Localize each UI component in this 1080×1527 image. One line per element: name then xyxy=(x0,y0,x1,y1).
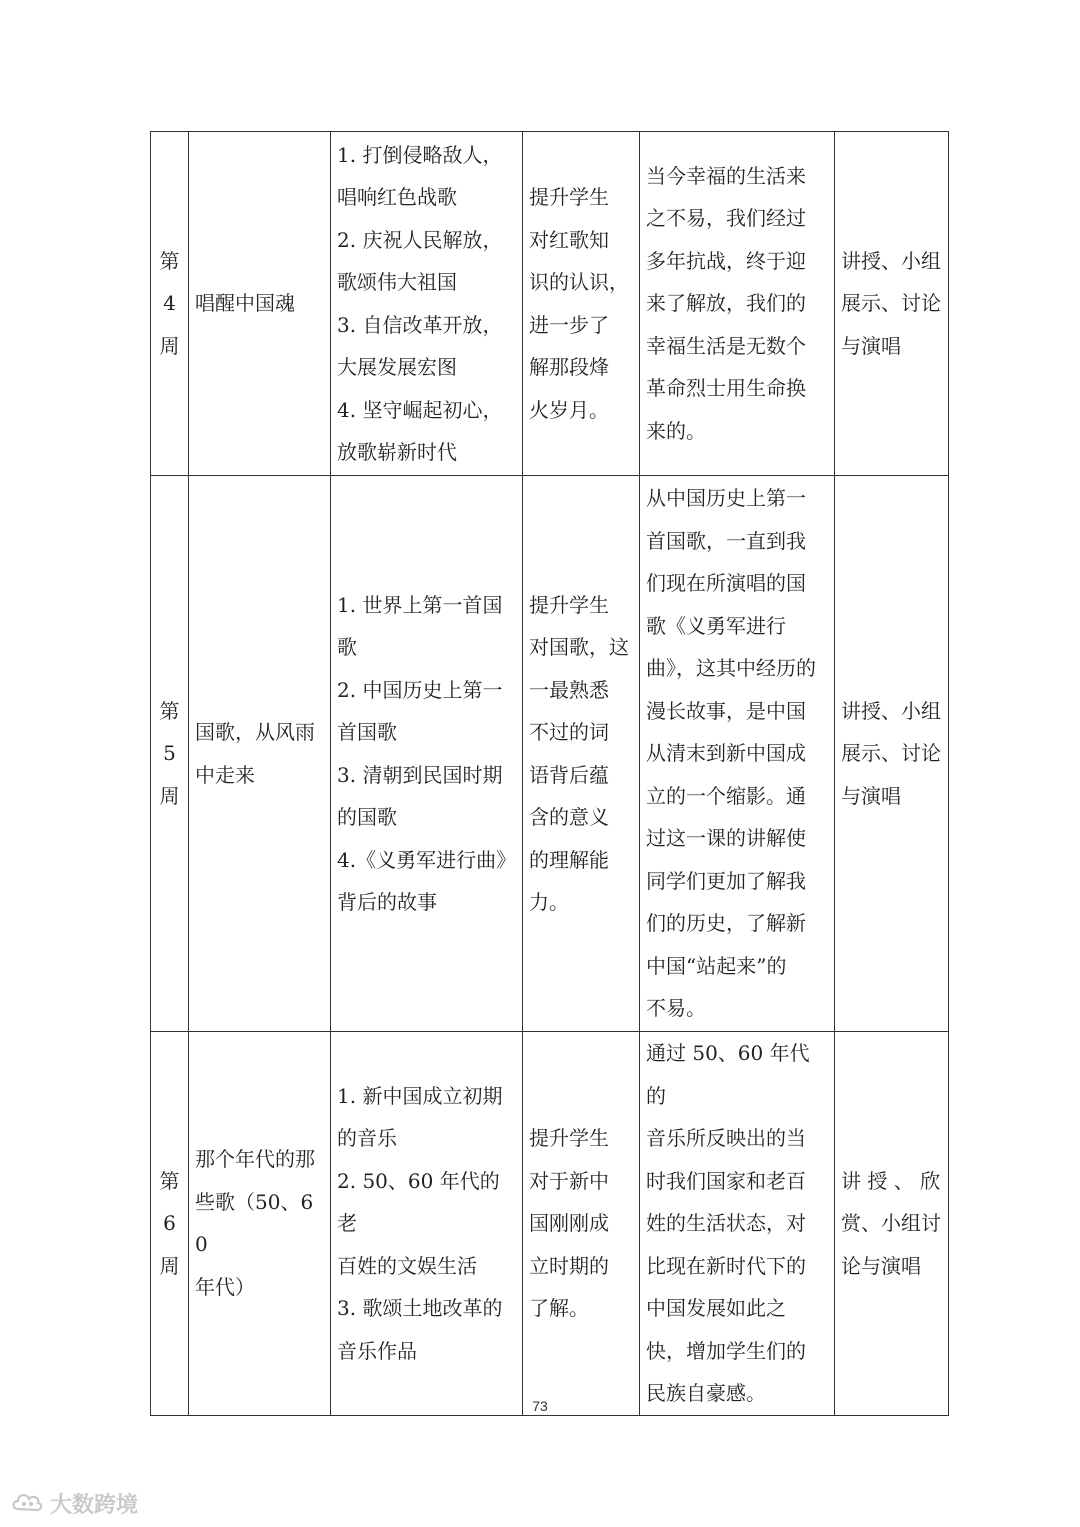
lesson-goal-cell: 提升学生 对于新中 国刚刚成 立时期的 了解。 xyxy=(523,1032,640,1416)
table-row xyxy=(151,1032,949,1416)
page-number: 73 xyxy=(532,1398,548,1414)
lesson-description-cell: 通过 50、60 年代的 音乐所反映出的当 时我们国家和老百 姓的生活状态，对 比现在新时代下的 中国发展如此之 快，增加学生们的 民族自豪感。 xyxy=(640,1032,835,1416)
table-row xyxy=(151,476,949,1032)
lesson-title-cell: 国歌，从风雨 中走来 xyxy=(189,476,331,1032)
table-row xyxy=(151,132,949,476)
lesson-description-cell: 当今幸福的生活来 之不易，我们经过 多年抗战，终于迎 来了解放，我们的 幸福生活是无数个 革命烈士用生命换 来的。 xyxy=(640,132,835,476)
week-cell: 第 6 周 xyxy=(151,1032,189,1416)
course-schedule-table xyxy=(150,131,949,1416)
cloud-logo-icon xyxy=(10,1489,44,1519)
lesson-content-cell: 1. 打倒侵略敌人， 唱响红色战歌 2. 庆祝人民解放， 歌颂伟大祖国 3. 自信改革开放， 大展发展宏图 4. 坚守崛起初心， 放歌崭新时代 xyxy=(331,132,523,476)
teaching-method-cell: 讲授、小组 展示、讨论 与演唱 xyxy=(835,476,949,1032)
teaching-method-cell: 讲授、小组 展示、讨论 与演唱 xyxy=(835,132,949,476)
lesson-title-cell: 那个年代的那 些歌（50、60 年代） xyxy=(189,1032,331,1416)
lesson-description-cell: 从中国历史上第一 首国歌，一直到我 们现在所演唱的国 歌《义勇军进行 曲》，这其中经历的 漫长故事，是中国 从清末到新中国成 立的一个缩影。通 过这一课的讲解使 同学们更加了解我 们的历史，了解新 中国“站起来”的 不易。 xyxy=(640,476,835,1032)
week-cell: 第 4 周 xyxy=(151,132,189,476)
week-cell: 第 5 周 xyxy=(151,476,189,1032)
lesson-title-cell: 唱醒中国魂 xyxy=(189,132,331,476)
lesson-goal-cell: 提升学生 对红歌知 识的认识， 进一步了 解那段烽 火岁月。 xyxy=(523,132,640,476)
lesson-goal-cell: 提升学生 对国歌，这 一最熟悉 不过的词 语背后蕴 含的意义 的理解能 力。 xyxy=(523,476,640,1032)
lesson-content-cell: 1. 世界上第一首国 歌 2. 中国历史上第一 首国歌 3. 清朝到民国时期 的国歌 4.《义勇军进行曲》 背后的故事 xyxy=(331,476,523,1032)
teaching-method-cell: 讲 授 、 欣 赏、小组讨 论与演唱 xyxy=(835,1032,949,1416)
watermark xyxy=(10,1488,138,1519)
lesson-content-cell: 1. 新中国成立初期 的音乐 2. 50、60 年代的老 百姓的文娱生活 3. 歌颂土地改革的 音乐作品 xyxy=(331,1032,523,1416)
watermark-text: 大数跨境 xyxy=(50,1493,139,1518)
